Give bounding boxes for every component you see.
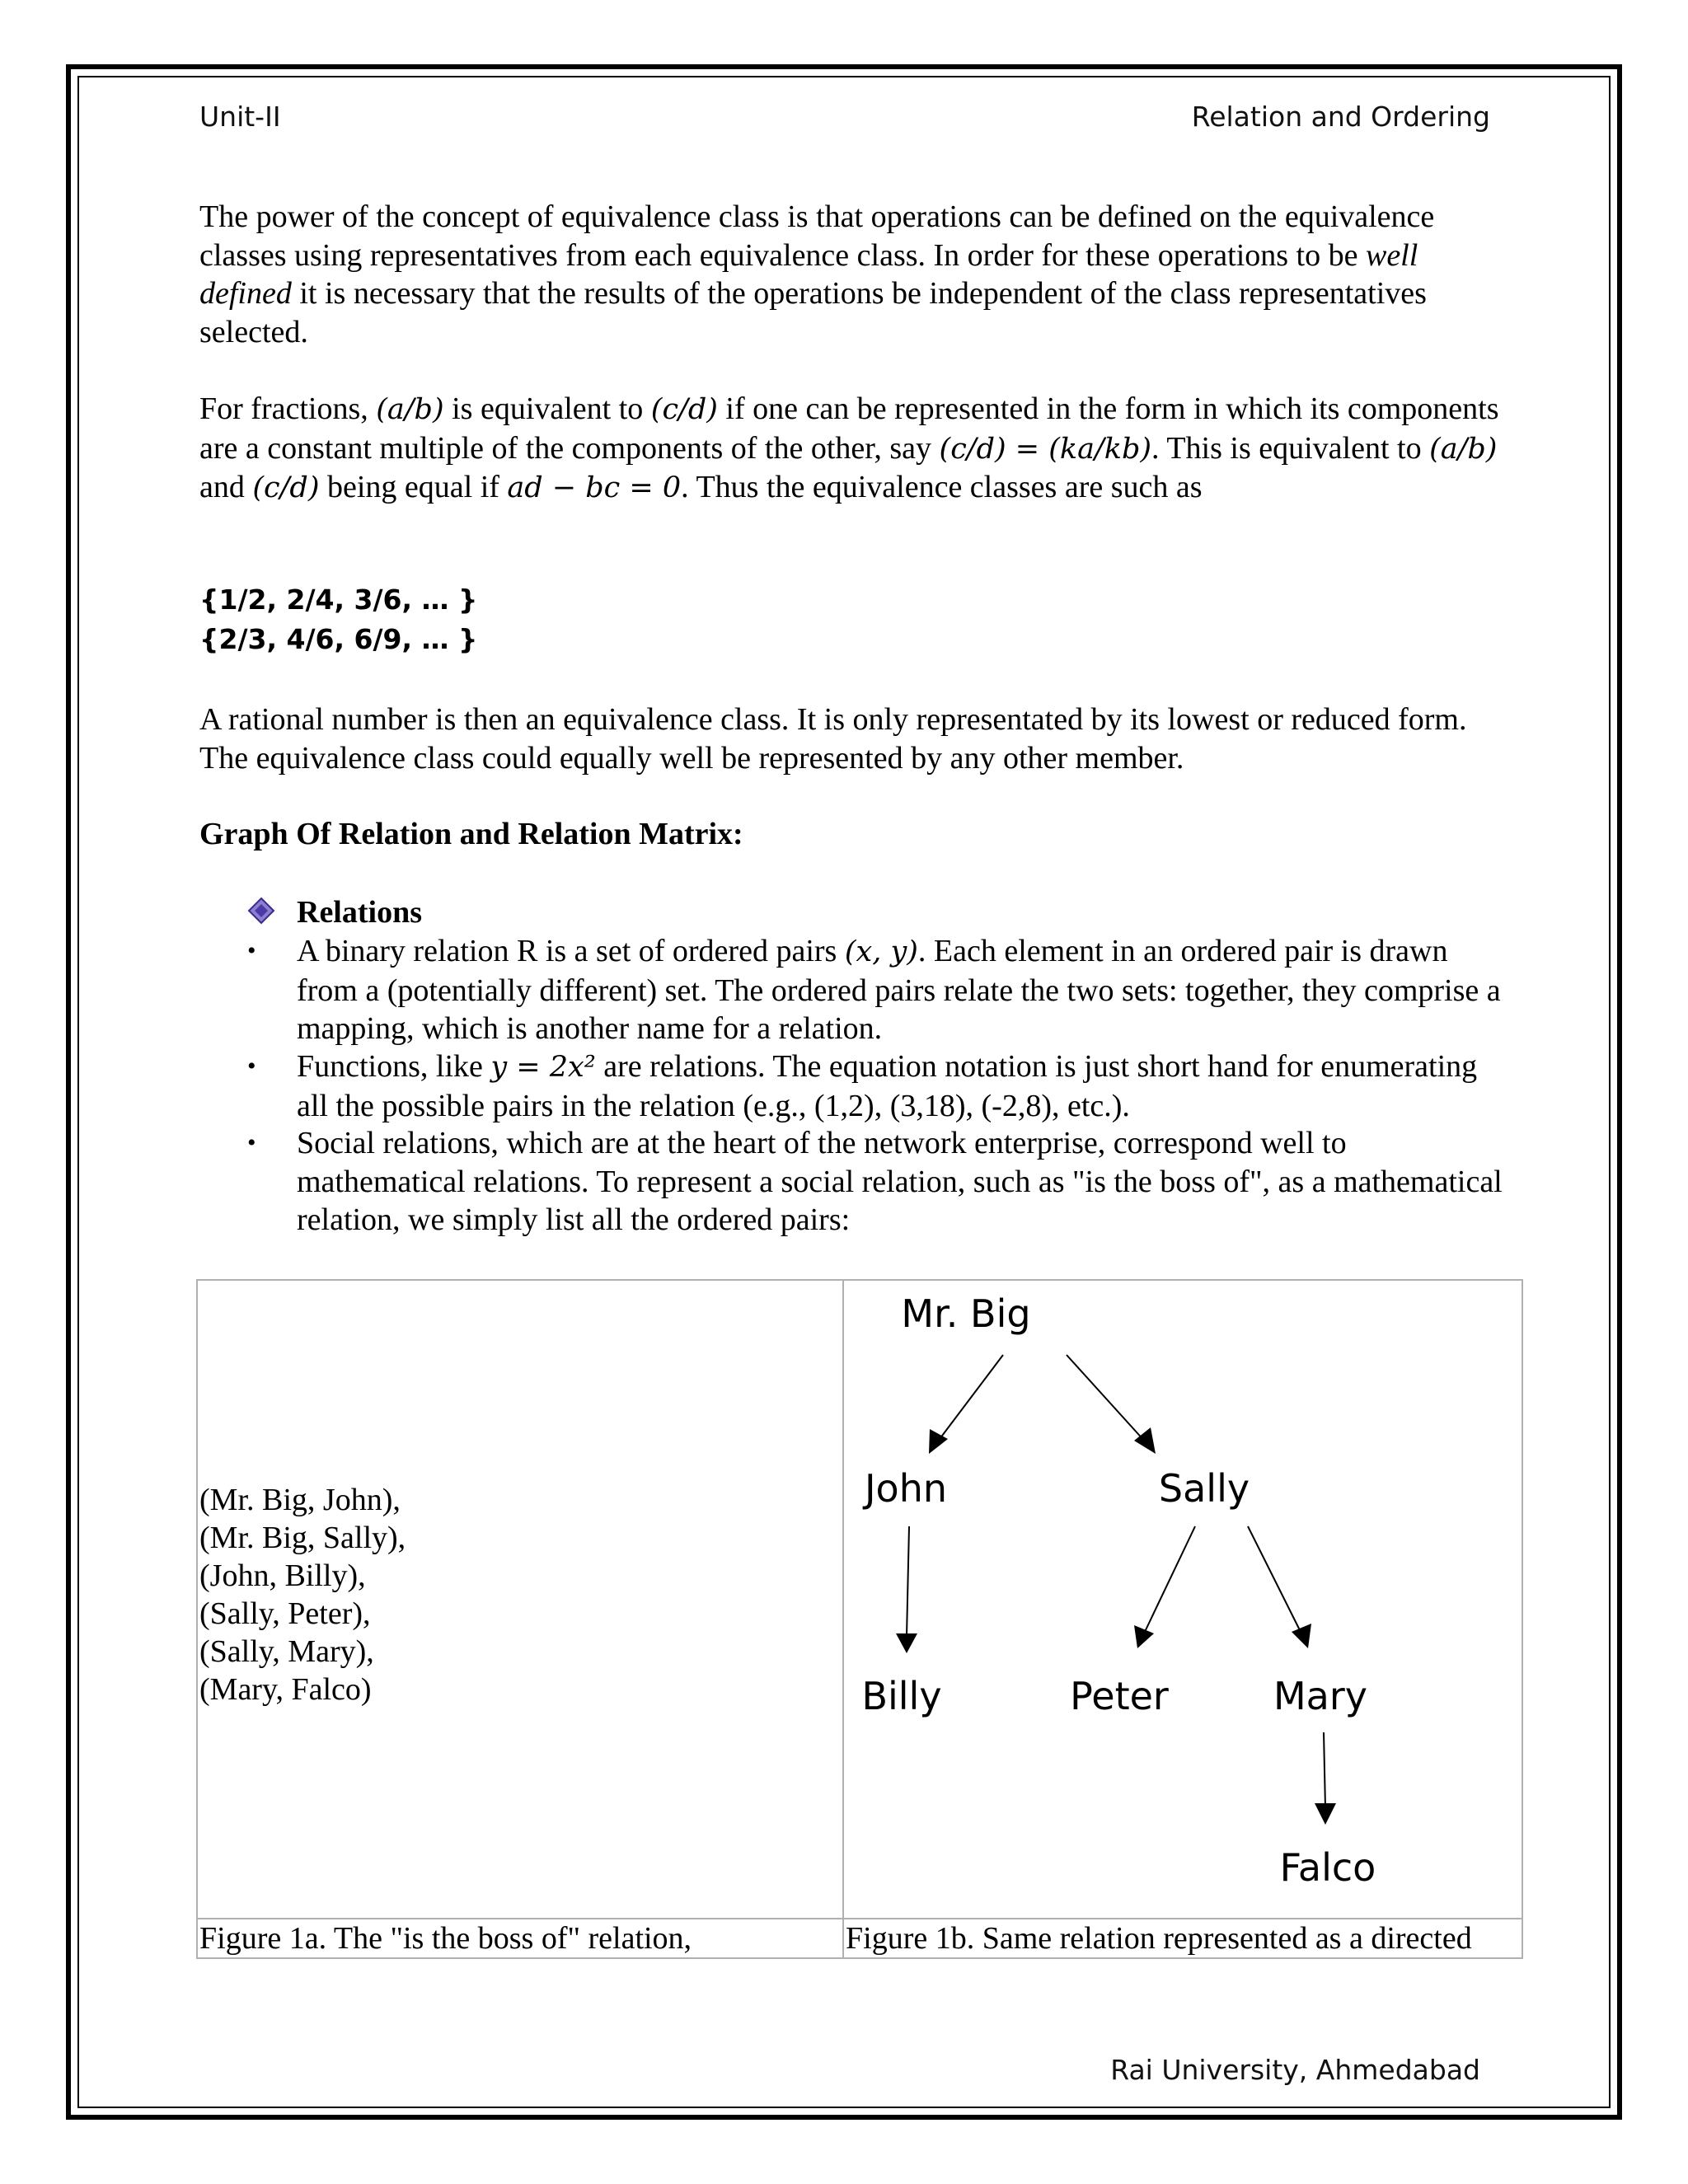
bullet-dot-icon: • <box>247 1129 256 1156</box>
equivalence-class-1: {1/2, 2/4, 3/6, … } <box>199 583 478 616</box>
arrowhead-icon <box>1134 1625 1154 1648</box>
figure-1b-caption: Figure 1b. Same relation represented as a directed <box>846 1921 1472 1956</box>
node-billy: Billy <box>861 1674 942 1718</box>
ordered-pair: (John, Billy), <box>199 1558 366 1593</box>
arrowhead-icon <box>1134 1427 1156 1454</box>
node-mr-big: Mr. Big <box>901 1291 1031 1336</box>
caption-cell-1a <box>197 1919 843 1958</box>
bullet-dot-icon: • <box>247 1052 256 1080</box>
bullet-dot-icon: • <box>247 937 256 964</box>
arrowhead-icon <box>896 1633 917 1653</box>
node-mary: Mary <box>1273 1674 1368 1718</box>
paragraph-equivalence-power: The power of the concept of equivalence class is that operations can be defined on the equivalence classes using representatives from each equivalence class. In order for these operations to be well defined it is necessary that the results of the operations be independent of the class representatives selected. <box>199 199 1435 349</box>
arrowhead-icon <box>1292 1624 1311 1648</box>
equivalence-class-2: {2/3, 4/6, 6/9, … } <box>199 623 478 655</box>
diamond-bullet-icon <box>247 897 275 925</box>
ordered-pair: (Mr. Big, Sally), <box>199 1521 406 1555</box>
edge-mrbig-sally <box>1067 1355 1146 1442</box>
ordered-pair: (Mary, Falco) <box>199 1672 372 1707</box>
caption-cell-1b <box>843 1919 1522 1958</box>
figure-1a-caption: Figure 1a. The "is the boss of" relation, <box>199 1921 692 1956</box>
node-falco: Falco <box>1279 1845 1376 1890</box>
ordered-pairs-list <box>198 1281 842 1708</box>
node-sally: Sally <box>1158 1466 1250 1511</box>
node-peter: Peter <box>1070 1674 1169 1718</box>
ordered-pair: (Sally, Mary), <box>199 1634 374 1669</box>
paragraph-fractions: For fractions, (a/b) is equivalent to (c/d) if one can be represented in the form in which its components are a constant multiple of the components of the other, say (c/d) = (ka/kb). This is equivalent to (a/b) and (c/d) being equal if ad − bc = 0. Thus the equivalence classes are such as <box>199 391 1499 504</box>
pairs-cell <box>197 1280 843 1919</box>
relations-heading: Relations <box>297 895 422 930</box>
arrowhead-icon <box>1315 1803 1336 1825</box>
paragraph-rational-number: A rational number is then an equivalence class. It is only representated by its lowest or reduced form. The equivalence class could equally well be represented by any other member. <box>199 702 1467 776</box>
edge-sally-mary <box>1248 1526 1301 1633</box>
ordered-pair: (Mr. Big, John), <box>199 1483 401 1517</box>
section-heading: Graph Of Relation and Relation Matrix: <box>199 817 743 851</box>
directed-graph <box>844 1281 1520 1914</box>
header-unit: Unit-II <box>199 101 281 133</box>
ordered-pair: (Sally, Peter), <box>199 1596 371 1631</box>
node-john: John <box>864 1466 948 1511</box>
graph-cell <box>843 1280 1522 1919</box>
figure-table <box>196 1279 1523 1959</box>
edge-john-billy <box>907 1526 909 1637</box>
edge-mary-falco <box>1324 1732 1325 1808</box>
edge-mrbig-john <box>937 1355 1003 1442</box>
edge-sally-peter <box>1144 1526 1195 1633</box>
footer-university: Rai University, Ahmedabad <box>1110 2054 1480 2086</box>
header-title: Relation and Ordering <box>1191 101 1490 133</box>
